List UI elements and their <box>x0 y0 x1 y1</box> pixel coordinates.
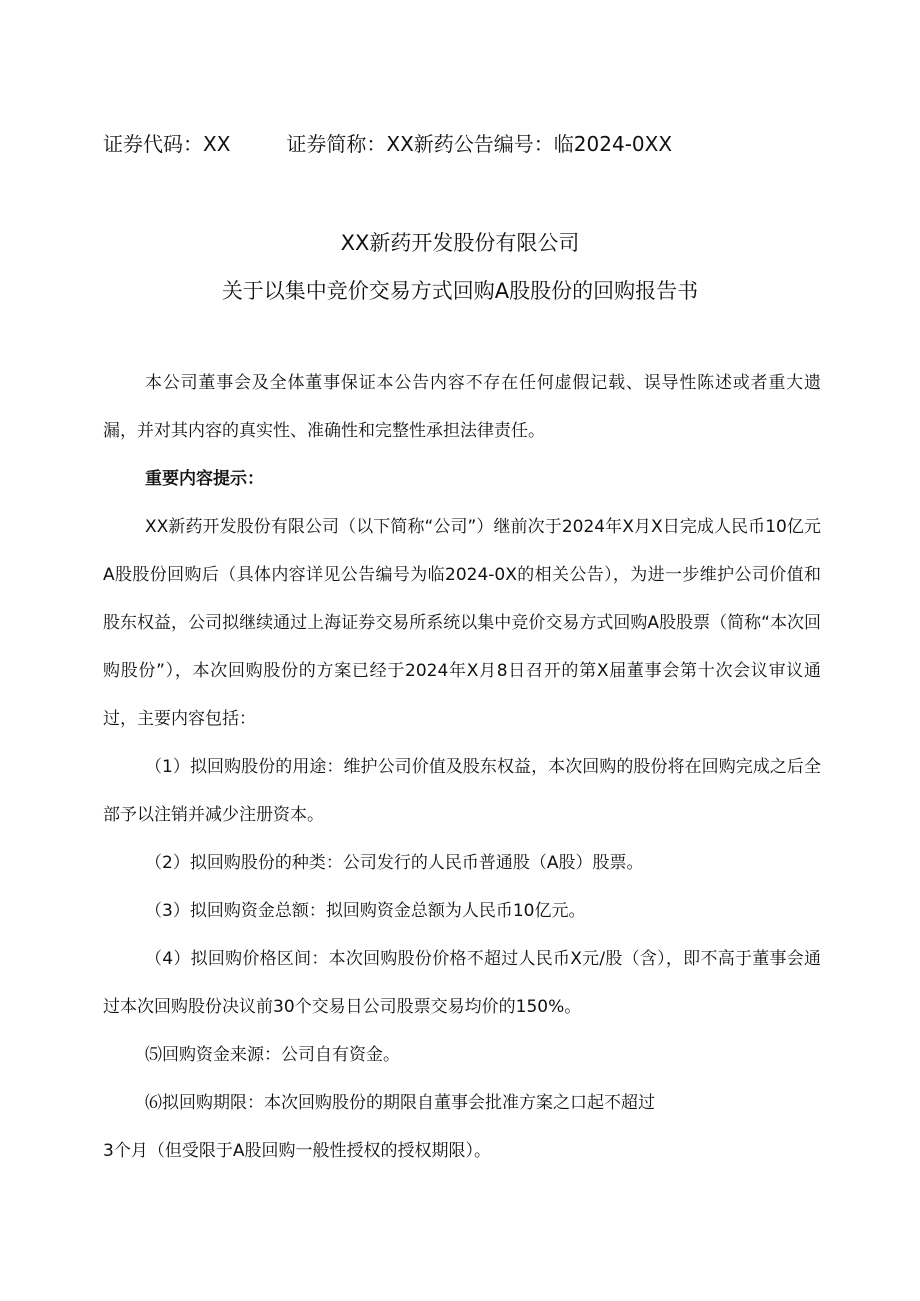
item-repurchase-period-line2: 3个月（但受限于A股回购一般性授权的授权期限）。 <box>103 1141 491 1161</box>
key-tips-heading: 重要内容提示： <box>145 469 264 489</box>
announcement-header <box>103 128 672 160</box>
disclaimer-paragraph: 本公司董事会及全体董事保证本公告内容不存在任何虚假记载、误导性陈述或者重大遗漏，并对其内容的真实性、准确性和完整性承担法律责任。 <box>103 373 821 441</box>
company-title: XX新药开发股份有限公司 <box>340 231 580 255</box>
item-repurchase-period <box>103 1079 821 1175</box>
intro-paragraph: XX新药开发股份有限公司（以下简称“公司”）继前次于2024年X月X日完成人民币10亿元A股股份回购后（具体内容详见公告编号为临2024-0X的相关公告），为进一步维护公司价值和股东权益，公司拟继续通过上海证券交易所系统以集中竞价交易方式回购A股股票（简称“本次回购股份”），本次回购股份的方案已经于2024年X月8日召开的第X届董事会第十次会议审议通过，主要内容包括： <box>103 517 821 729</box>
securities-code: 证券代码：XX <box>103 132 231 156</box>
announcement-number: 公告编号：临2024-0XX <box>453 132 673 156</box>
report-title: 关于以集中竞价交易方式回购A股股份的回购报告书 <box>221 279 699 303</box>
item-total-funds: （3）拟回购资金总额：拟回购资金总额为人民币10亿元。 <box>145 901 586 921</box>
securities-short-name: 证券简称：XX新药 <box>286 132 454 156</box>
item-repurchase-period-line1: ⑹拟回购期限：本次回购股份的期限自董事会批准方案之口起不超过 <box>145 1093 655 1113</box>
item-share-type: （2）拟回购股份的种类：公司发行的人民币普通股（A股）股票。 <box>145 853 644 873</box>
item-price-range: （4）拟回购价格区间：本次回购股份价格不超过人民币X元/股（含），即不高于董事会通过本次回购股份决议前30个交易日公司股票交易均价的150%。 <box>103 949 821 1017</box>
item-purpose: （1）拟回购股份的用途：维护公司价值及股东权益，本次回购的股份将在回购完成之后全部予以注销并减少注册资本。 <box>103 757 821 825</box>
item-funding-source: ⑸回购资金来源：公司自有资金。 <box>145 1045 400 1065</box>
